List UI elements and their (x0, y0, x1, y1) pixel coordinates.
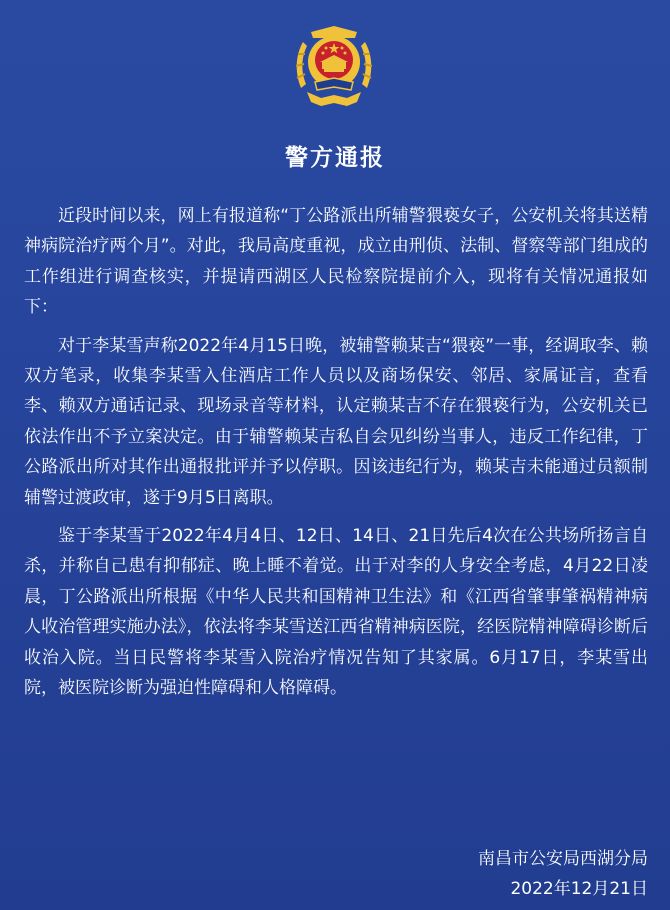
issuer-name: 南昌市公安局西湖分局 (478, 849, 648, 869)
notice-title: 警方通报 (285, 145, 385, 171)
notice-paragraph: 对于李某雪声称2022年4月15日晚，被辅警赖某吉“猥亵”一事，经调取李、赖双方笔录，收集李某雪入住酒店工作人员以及商场保安、邻居、家属证言，查看李、赖双方通话记录、现场录音等材料，认定赖某吉不存在猥亵行为，公安机关已依法作出不予立案决定。由于辅警赖某吉私自会见纠纷当事人，违反工作纪律，丁公路派出所对其作出通报批评并予以停职。因该违纪行为，赖某吉未能通过员额制辅警过渡政审，遂于9月5日离职。 (24, 335, 648, 508)
notice-signature (478, 844, 648, 904)
issue-date: 2022年12月21日 (510, 879, 648, 899)
notice-paragraph: 鉴于李某雪于2022年4月4日、12日、14日、21日先后4次在公共场所扬言自杀，并称自己患有抑郁症、晚上睡不着觉。出于对李的人身安全考虑，4月22日凌晨，丁公路派出所根据《中华人民共和国精神卫生法》和《江西省肇事肇祸精神病人收治管理实施办法》，依法将李某雪送江西省精神病医院，经医院精神障碍诊断后收治入院。当日民警将李某雪入院治疗情况告知了其家属。6月17日，李某雪出院，被医院诊断为强迫性障碍和人格障碍。 (24, 526, 648, 699)
notice-body (24, 201, 648, 712)
notice-paragraph: 近段时间以来，网上有报道称“丁公路派出所辅警猥亵女子，公安机关将其送精神病院治疗两个月”。对此，我局高度重视，成立由刑侦、法制、督察等部门组成的工作组进行调查核实，并提请西湖区人民检察院提前介入，现将有关情况通报如下： (24, 206, 648, 318)
police-emblem-icon (291, 18, 377, 110)
